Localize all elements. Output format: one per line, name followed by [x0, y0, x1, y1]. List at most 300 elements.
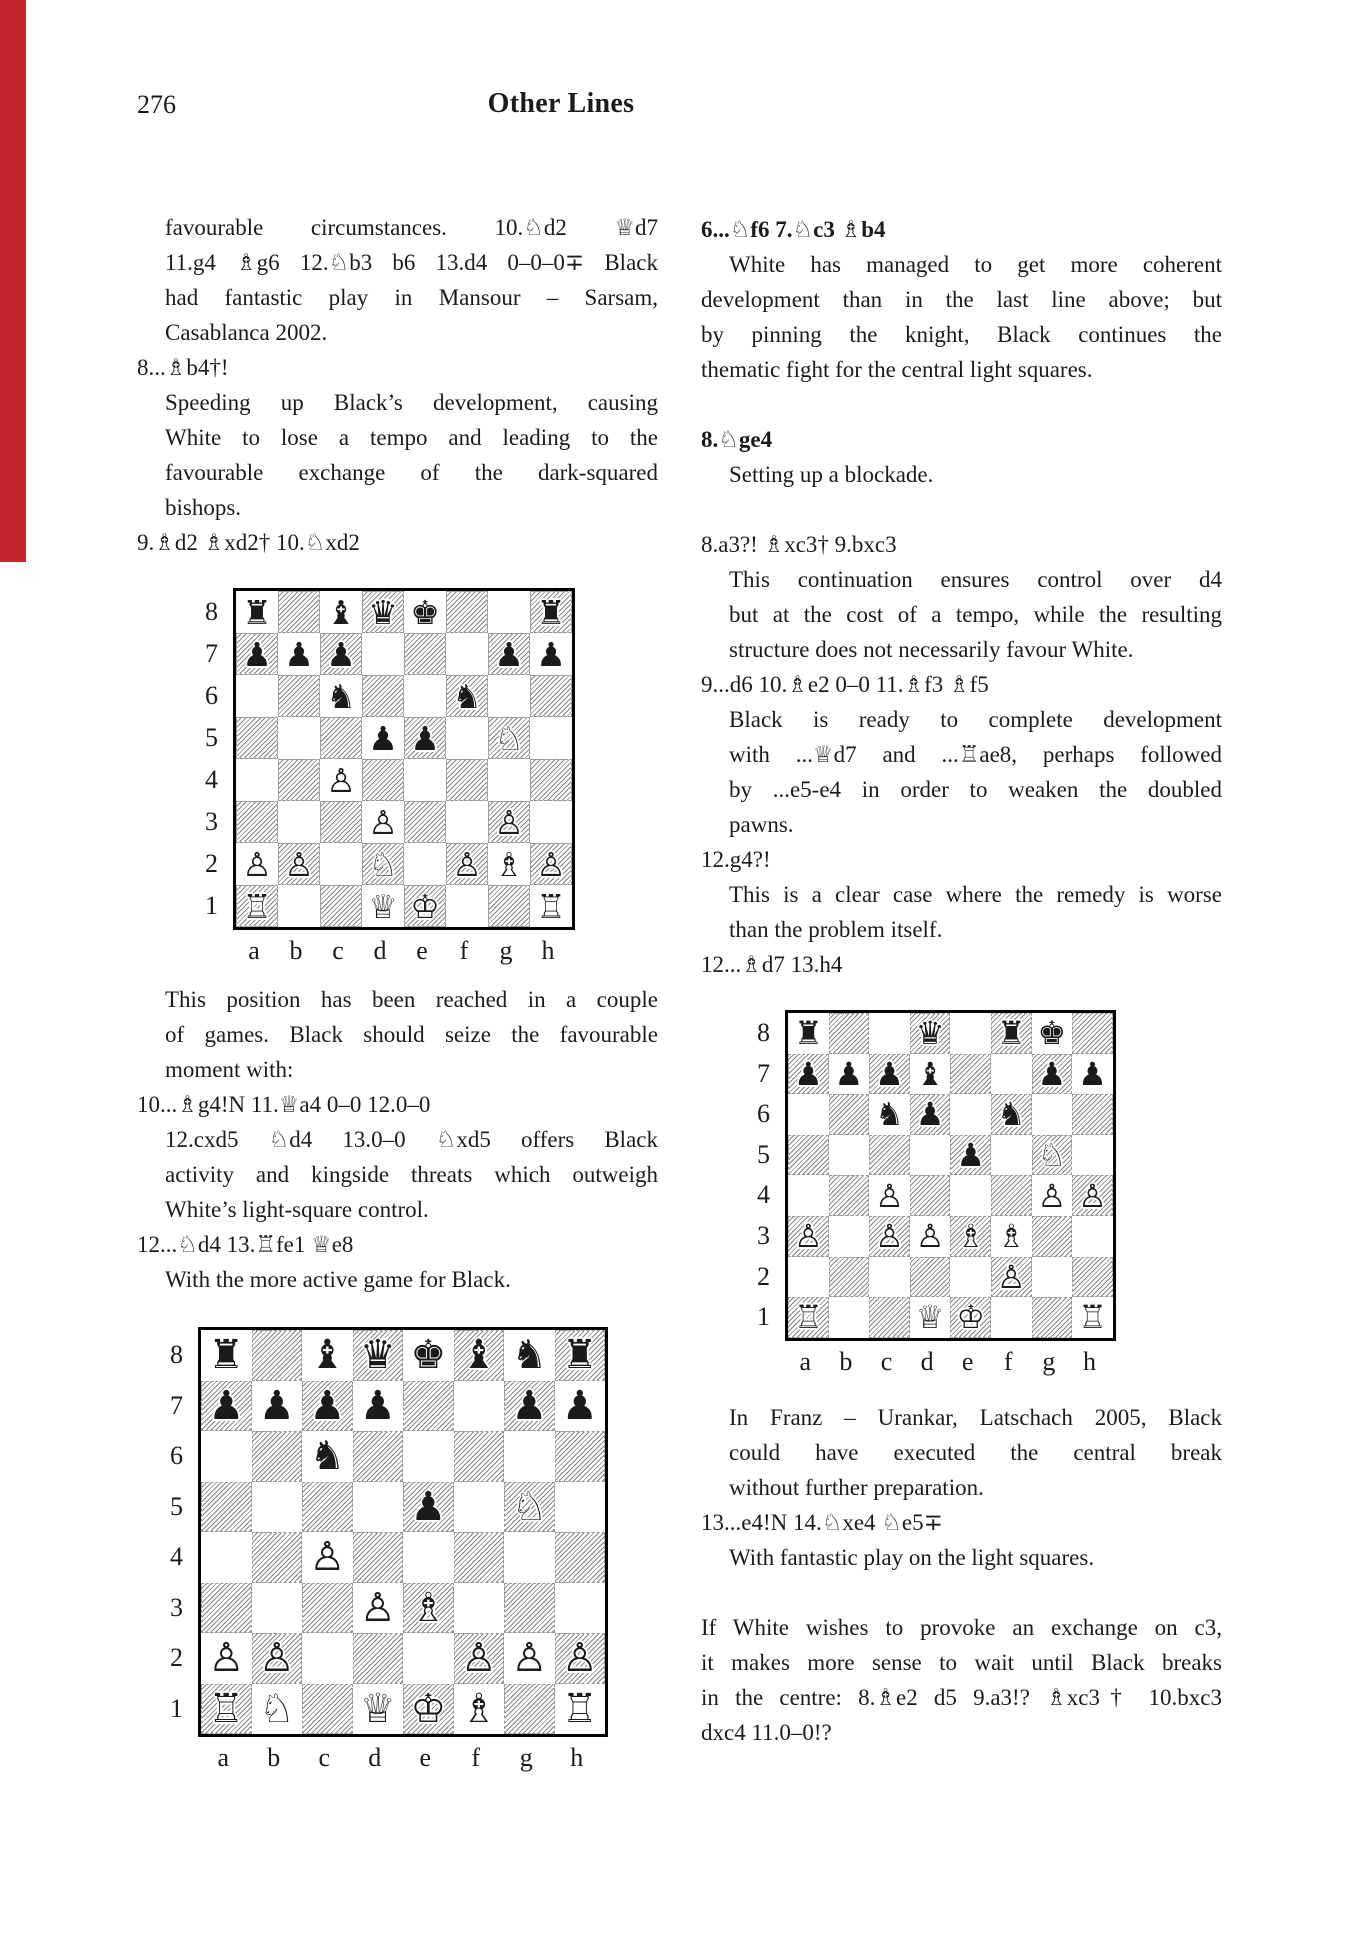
- board-square: [362, 675, 404, 717]
- board-square: [236, 843, 278, 885]
- board-square: [404, 759, 446, 801]
- board-square: [454, 1583, 505, 1634]
- rank-label: 1: [205, 891, 218, 920]
- chess-board: [198, 1327, 608, 1737]
- board-square: [488, 633, 530, 675]
- black-king-icon: ♚: [410, 1332, 447, 1379]
- board-square: [869, 1216, 910, 1257]
- board-square: [555, 1482, 606, 1533]
- board-square: [910, 1013, 951, 1054]
- rank-label: 7: [205, 639, 218, 668]
- board-square: [1072, 1054, 1113, 1095]
- white-pawn-icon: ♙: [258, 1635, 295, 1682]
- board-square: [950, 1135, 991, 1176]
- black-pawn-icon: ♟: [284, 634, 314, 674]
- board-square: [910, 1297, 951, 1338]
- white-knight-icon: ♘: [258, 1685, 295, 1732]
- board-square: [869, 1297, 910, 1338]
- black-pawn-icon: ♟: [242, 634, 272, 674]
- text-line: Casablanca 2002.: [165, 320, 328, 345]
- board-square: [829, 1094, 870, 1135]
- board-square: [1032, 1054, 1073, 1095]
- black-pawn-icon: ♟: [368, 718, 398, 758]
- red-edge-bar: [0, 0, 26, 562]
- board-square: [991, 1175, 1032, 1216]
- black-bishop-icon: ♝: [326, 592, 356, 632]
- board-square: [278, 717, 320, 759]
- black-knight-icon: ♞: [326, 676, 356, 716]
- board-square: [788, 1257, 829, 1298]
- board-square: [504, 1532, 555, 1583]
- board-square: [788, 1094, 829, 1135]
- text-line: In Franz – Urankar, Latschach 2005, Black: [729, 1405, 1222, 1430]
- board-square: [910, 1094, 951, 1135]
- black-pawn-icon: ♟: [956, 1136, 986, 1175]
- text-line: of games. Black should seize the favourable: [165, 1022, 658, 1047]
- file-label: b: [289, 936, 303, 965]
- board-square: [404, 717, 446, 759]
- blank-line: [701, 492, 1222, 527]
- board-square: [1072, 1257, 1113, 1298]
- board-square: [252, 1431, 303, 1482]
- black-pawn-icon: ♟: [1078, 1054, 1107, 1093]
- rank-label: 6: [205, 681, 218, 710]
- rank-label: 3: [170, 1592, 183, 1622]
- board-square: [869, 1013, 910, 1054]
- file-label: e: [961, 1346, 974, 1376]
- board-square: [278, 759, 320, 801]
- board-square: [404, 801, 446, 843]
- file-label: a: [248, 936, 260, 965]
- black-knight-icon: ♞: [511, 1332, 548, 1379]
- board-square: [353, 1583, 404, 1634]
- move-line: 12.g4?!: [701, 847, 771, 872]
- chess-diagram-1: [190, 588, 575, 967]
- white-rook-icon: ♖: [536, 886, 566, 926]
- board-with-files: [198, 1327, 608, 1774]
- white-pawn-icon: ♙: [284, 844, 314, 884]
- black-pawn-icon: ♟: [326, 634, 356, 674]
- white-pawn-icon: ♙: [875, 1176, 904, 1215]
- board-square: [201, 1330, 252, 1381]
- board-square: [1072, 1216, 1113, 1257]
- white-pawn-icon: ♙: [875, 1217, 904, 1256]
- black-pawn-icon: ♟: [561, 1382, 598, 1429]
- board-square: [991, 1135, 1032, 1176]
- text-line: White to lose a tempo and leading to the: [165, 425, 658, 450]
- black-knight-icon: ♞: [452, 676, 482, 716]
- board-with-files: [785, 1010, 1116, 1378]
- board-square: [278, 633, 320, 675]
- white-knight-icon: ♘: [511, 1483, 548, 1530]
- rank-label: 7: [170, 1390, 183, 1420]
- board-square: [446, 717, 488, 759]
- board-square: [1032, 1013, 1073, 1054]
- file-label: d: [920, 1346, 934, 1376]
- board-square: [403, 1482, 454, 1533]
- board-square: [320, 759, 362, 801]
- text-line: Setting up a blockade.: [729, 462, 934, 487]
- white-rook-icon: ♖: [242, 886, 272, 926]
- board-square: [488, 843, 530, 885]
- board-square: [446, 801, 488, 843]
- board-square: [488, 759, 530, 801]
- board-square: [829, 1054, 870, 1095]
- board-square: [788, 1135, 829, 1176]
- board-square: [991, 1054, 1032, 1095]
- white-knight-icon: ♘: [1037, 1136, 1067, 1175]
- board-square: [829, 1297, 870, 1338]
- file-label: h: [1082, 1346, 1096, 1376]
- board-square: [404, 885, 446, 927]
- board-square: [910, 1257, 951, 1298]
- board-square: [362, 885, 404, 927]
- black-pawn-icon: ♟: [494, 634, 524, 674]
- text-line: thematic fight for the central light squares.: [701, 357, 1093, 382]
- white-queen-icon: ♕: [915, 1298, 945, 1337]
- white-pawn-icon: ♙: [996, 1257, 1026, 1296]
- board-square: [320, 591, 362, 633]
- page-number: 276: [137, 90, 176, 119]
- board-square: [403, 1431, 454, 1482]
- board-square: [555, 1583, 606, 1634]
- board-square: [302, 1583, 353, 1634]
- move-line: 10...♗g4!N 11.♕a4 0–0 12.0–0: [137, 1092, 431, 1117]
- board-square: [1032, 1135, 1073, 1176]
- chess-board: [785, 1010, 1116, 1341]
- move-heading: 8.♘ge4: [701, 427, 773, 452]
- board-square: [446, 843, 488, 885]
- board-square: [869, 1175, 910, 1216]
- file-labels: [785, 1346, 1116, 1378]
- blank-line: [701, 387, 1222, 422]
- board-square: [555, 1381, 606, 1432]
- board-square: [504, 1381, 555, 1432]
- board-square: [504, 1684, 555, 1735]
- white-queen-icon: ♕: [368, 886, 398, 926]
- rank-label: 4: [757, 1180, 770, 1210]
- black-knight-icon: ♞: [875, 1095, 904, 1134]
- board-square: [454, 1330, 505, 1381]
- text-line: pawns.: [729, 812, 794, 837]
- board-square: [991, 1257, 1032, 1298]
- rank-label: 5: [170, 1491, 183, 1521]
- board-square: [530, 885, 572, 927]
- text-line: structure does not necessarily favour White.: [729, 637, 1134, 662]
- board-square: [910, 1135, 951, 1176]
- black-pawn-icon: ♟: [309, 1382, 346, 1429]
- chess-board: [233, 588, 575, 930]
- rank-label: 1: [170, 1693, 183, 1723]
- board-square: [991, 1013, 1032, 1054]
- chess-diagram-3: [742, 1010, 1116, 1378]
- board-square: [201, 1684, 252, 1735]
- board-square: [252, 1381, 303, 1432]
- board-square: [302, 1330, 353, 1381]
- file-label: c: [880, 1346, 893, 1376]
- board-square: [788, 1054, 829, 1095]
- black-pawn-icon: ♟: [511, 1382, 548, 1429]
- board-square: [488, 801, 530, 843]
- board-square: [252, 1684, 303, 1735]
- move-line: 8...♗b4†!: [137, 355, 229, 380]
- rank-label: 2: [205, 849, 218, 878]
- board-square: [788, 1297, 829, 1338]
- text-line: activity and kingside threats which outweigh: [165, 1162, 658, 1187]
- board-square: [869, 1135, 910, 1176]
- board-square: [362, 801, 404, 843]
- board-square: [252, 1583, 303, 1634]
- board-square: [488, 885, 530, 927]
- board-square: [950, 1094, 991, 1135]
- board-square: [353, 1684, 404, 1735]
- file-label: f: [459, 936, 469, 965]
- white-bishop-icon: ♗: [996, 1217, 1026, 1256]
- black-pawn-icon: ♟: [410, 1483, 447, 1530]
- white-pawn-icon: ♙: [309, 1534, 346, 1581]
- file-label: f: [1003, 1346, 1013, 1376]
- board-square: [1032, 1175, 1073, 1216]
- rank-label: 3: [205, 807, 218, 836]
- white-knight-icon: ♘: [494, 718, 524, 758]
- board-square: [454, 1381, 505, 1432]
- board-square: [1032, 1094, 1073, 1135]
- board-square: [504, 1633, 555, 1684]
- white-king-icon: ♔: [410, 1685, 447, 1732]
- black-queen-icon: ♛: [368, 592, 398, 632]
- board-square: [530, 591, 572, 633]
- black-pawn-icon: ♟: [915, 1095, 945, 1134]
- board-square: [829, 1257, 870, 1298]
- text-line: favourable circumstances. 10.♘d2 ♕d7: [165, 215, 658, 240]
- file-label: a: [217, 1743, 230, 1772]
- rank-label: 7: [757, 1058, 770, 1088]
- board-square: [404, 591, 446, 633]
- board-square: [252, 1330, 303, 1381]
- white-pawn-icon: ♙: [242, 844, 272, 884]
- white-pawn-icon: ♙: [511, 1635, 548, 1682]
- board-square: [236, 633, 278, 675]
- rank-label: 4: [170, 1542, 183, 1571]
- black-rook-icon: ♜: [793, 1014, 823, 1053]
- white-pawn-icon: ♙: [208, 1635, 245, 1682]
- board-square: [353, 1633, 404, 1684]
- board-square: [504, 1583, 555, 1634]
- board-square: [488, 591, 530, 633]
- board-square: [555, 1684, 606, 1735]
- board-square: [252, 1532, 303, 1583]
- black-pawn-icon: ♟: [1037, 1054, 1067, 1093]
- black-rook-icon: ♜: [561, 1332, 598, 1379]
- board-square: [201, 1431, 252, 1482]
- black-knight-icon: ♞: [996, 1095, 1026, 1134]
- board-square: [278, 801, 320, 843]
- board-square: [788, 1216, 829, 1257]
- board-square: [829, 1135, 870, 1176]
- board-square: [201, 1633, 252, 1684]
- rank-labels: [145, 1327, 198, 1774]
- board-square: [320, 675, 362, 717]
- rank-label: 5: [757, 1139, 770, 1169]
- board-square: [530, 759, 572, 801]
- board-square: [252, 1482, 303, 1533]
- rank-label: 8: [205, 597, 218, 626]
- board-square: [252, 1633, 303, 1684]
- white-pawn-icon: ♙: [1037, 1176, 1067, 1215]
- board-square: [446, 759, 488, 801]
- board-square: [446, 591, 488, 633]
- board-square: [403, 1633, 454, 1684]
- white-knight-icon: ♘: [368, 844, 398, 884]
- move-line: 12...♗d7 13.h4: [701, 952, 843, 977]
- board-square: [788, 1175, 829, 1216]
- white-king-icon: ♔: [410, 886, 440, 926]
- board-square: [403, 1381, 454, 1432]
- board-square: [302, 1381, 353, 1432]
- text-line: Black is ready to complete development: [729, 707, 1222, 732]
- board-square: [1032, 1216, 1073, 1257]
- text-line: development than in the last line above; but: [701, 287, 1222, 312]
- black-rook-icon: ♜: [536, 592, 566, 632]
- white-pawn-icon: ♙: [915, 1217, 945, 1256]
- white-pawn-icon: ♙: [793, 1217, 823, 1256]
- black-bishop-icon: ♝: [309, 1332, 346, 1379]
- board-square: [950, 1054, 991, 1095]
- board-square: [403, 1532, 454, 1583]
- board-square: [201, 1482, 252, 1533]
- board-square: [1072, 1175, 1113, 1216]
- black-pawn-icon: ♟: [793, 1054, 823, 1093]
- board-square: [454, 1684, 505, 1735]
- board-square: [353, 1482, 404, 1533]
- board-square: [454, 1482, 505, 1533]
- board-square: [446, 675, 488, 717]
- text-line: had fantastic play in Mansour – Sarsam,: [165, 285, 658, 310]
- white-king-icon: ♔: [956, 1298, 986, 1337]
- black-bishop-icon: ♝: [915, 1054, 945, 1093]
- board-square: [530, 801, 572, 843]
- right-column: [701, 212, 1222, 1750]
- white-rook-icon: ♖: [561, 1685, 598, 1732]
- blank-line: [701, 1575, 1222, 1610]
- board-square: [278, 591, 320, 633]
- board-square: [788, 1013, 829, 1054]
- board-square: [530, 717, 572, 759]
- board-square: [302, 1431, 353, 1482]
- white-bishop-icon: ♗: [410, 1584, 447, 1631]
- board-square: [403, 1330, 454, 1381]
- file-label: d: [373, 936, 387, 965]
- board-square: [362, 591, 404, 633]
- text-line: With fantastic play on the light squares.: [729, 1545, 1095, 1570]
- text-line: This position has been reached in a couple: [165, 987, 658, 1012]
- board-square: [320, 801, 362, 843]
- board-square: [320, 885, 362, 927]
- text-line: 12.cxd5 ♘d4 13.0–0 ♘xd5 offers Black: [165, 1127, 658, 1152]
- rank-label: 5: [205, 723, 218, 752]
- white-pawn-icon: ♙: [452, 844, 482, 884]
- text-line: White’s light-square control.: [165, 1197, 429, 1222]
- white-bishop-icon: ♗: [956, 1217, 986, 1256]
- file-labels: [198, 1742, 608, 1774]
- black-rook-icon: ♜: [996, 1014, 1026, 1053]
- file-label: h: [541, 936, 555, 965]
- black-pawn-icon: ♟: [875, 1054, 904, 1093]
- board-square: [278, 885, 320, 927]
- black-knight-icon: ♞: [309, 1433, 346, 1480]
- board-square: [404, 843, 446, 885]
- board-square: [829, 1216, 870, 1257]
- text-line: it makes more sense to wait until Black breaks: [701, 1650, 1222, 1675]
- board-square: [910, 1216, 951, 1257]
- white-bishop-icon: ♗: [460, 1685, 497, 1732]
- black-queen-icon: ♛: [915, 1014, 945, 1053]
- rank-labels: [190, 588, 233, 967]
- white-pawn-icon: ♙: [359, 1584, 396, 1631]
- board-square: [555, 1532, 606, 1583]
- running-header: Other Lines: [487, 88, 635, 119]
- board-square: [869, 1054, 910, 1095]
- move-line: 13...e4!N 14.♘xe4 ♘e5∓: [701, 1510, 943, 1535]
- board-square: [302, 1684, 353, 1735]
- board-square: [530, 633, 572, 675]
- board-square: [1032, 1257, 1073, 1298]
- board-square: [454, 1431, 505, 1482]
- text-line: favourable exchange of the dark-squared: [165, 460, 658, 485]
- board-square: [362, 717, 404, 759]
- white-queen-icon: ♕: [359, 1685, 396, 1732]
- black-pawn-icon: ♟: [536, 634, 566, 674]
- board-square: [950, 1013, 991, 1054]
- text-line: This is a clear case where the remedy is worse: [729, 882, 1222, 907]
- board-square: [910, 1054, 951, 1095]
- text-line: than the problem itself.: [729, 917, 943, 942]
- board-square: [362, 843, 404, 885]
- board-square: [555, 1633, 606, 1684]
- move-heading: 6...♘f6 7.♘c3 ♗b4: [701, 217, 886, 242]
- board-square: [530, 675, 572, 717]
- black-bishop-icon: ♝: [460, 1332, 497, 1379]
- board-square: [555, 1330, 606, 1381]
- board-square: [404, 675, 446, 717]
- black-pawn-icon: ♟: [208, 1382, 245, 1429]
- file-label: c: [318, 1743, 331, 1772]
- board-square: [353, 1532, 404, 1583]
- board-square: [1072, 1013, 1113, 1054]
- board-square: [320, 633, 362, 675]
- white-bishop-icon: ♗: [494, 844, 524, 884]
- board-square: [991, 1297, 1032, 1338]
- board-square: [362, 633, 404, 675]
- move-line: 12...♘d4 13.♖fe1 ♕e8: [137, 1232, 354, 1257]
- board-square: [504, 1482, 555, 1533]
- black-pawn-icon: ♟: [834, 1054, 864, 1093]
- board-square: [454, 1633, 505, 1684]
- board-square: [320, 717, 362, 759]
- rank-label: 8: [757, 1018, 770, 1047]
- text-line: moment with:: [165, 1057, 294, 1082]
- rank-label: 3: [757, 1220, 770, 1250]
- white-pawn-icon: ♙: [561, 1635, 598, 1682]
- board-square: [1072, 1094, 1113, 1135]
- white-pawn-icon: ♙: [368, 802, 398, 842]
- file-labels: [233, 935, 575, 967]
- board-square: [869, 1094, 910, 1135]
- board-square: [991, 1094, 1032, 1135]
- board-square: [446, 633, 488, 675]
- black-king-icon: ♚: [410, 592, 440, 632]
- file-label: b: [839, 1346, 853, 1376]
